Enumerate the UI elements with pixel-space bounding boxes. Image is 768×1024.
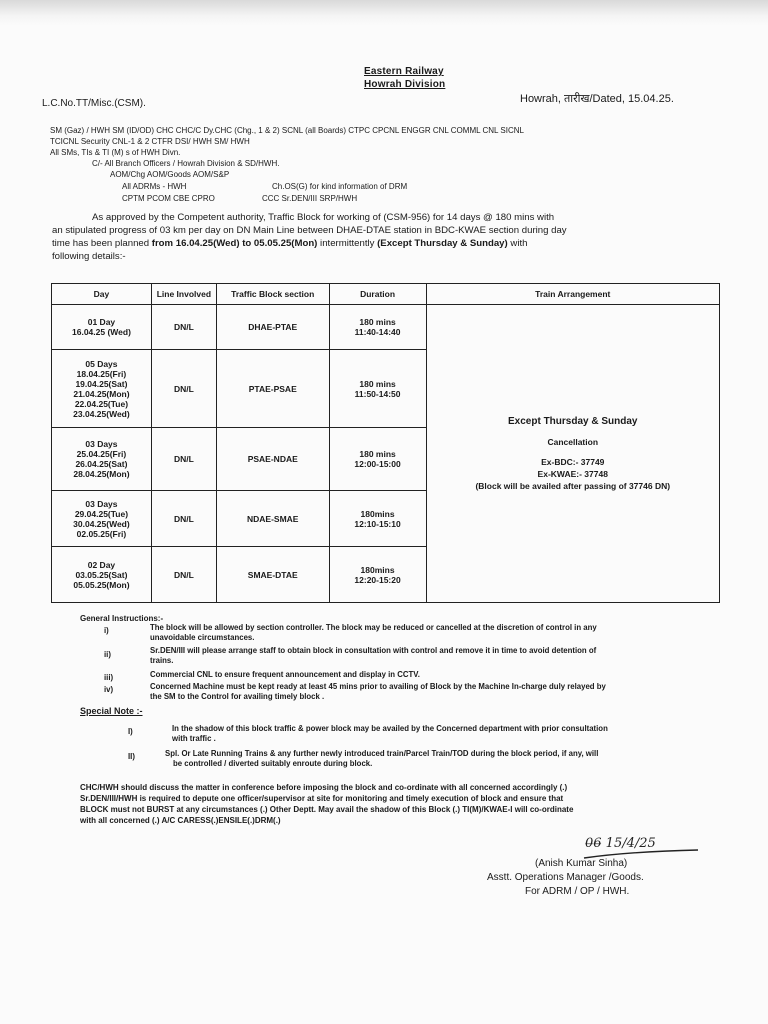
section-cell: PSAE-NDAE <box>216 428 329 491</box>
day-date: 03.05.25(Sat) <box>75 569 128 580</box>
day-date: 26.04.25(Sat) <box>75 459 128 469</box>
instruction-text <box>150 623 597 643</box>
line-cell: DN/L <box>151 491 216 547</box>
instruction-line: Commercial CNL to ensure frequent announcement and display in CCTV. <box>150 670 420 679</box>
intro-text: with <box>507 238 528 249</box>
closing-line: Sr.DEN/III/HWH is required to depute one officer/supervisor at site for monitoring and timely execution of block and ensure that <box>80 794 564 803</box>
special-note-line: Spl. Or Late Running Trains & any further newly introduced train/Parcel Train/TOD during the block period, if any, will <box>165 749 599 758</box>
line-cell: DN/L <box>151 428 216 491</box>
closing-line: with all concerned (.) A/C CARESS(.)ENSILE(.)DRM(.) <box>80 816 281 825</box>
day-date: 25.04.25(Fri) <box>76 449 127 459</box>
day-date: 02.05.25(Fri) <box>76 528 127 539</box>
duration-cell <box>329 491 426 547</box>
traffic-block-table <box>51 283 720 603</box>
intro-exception: (Except Thursday & Sunday) <box>377 238 508 249</box>
day-cell <box>52 547 152 603</box>
day-count: 01 Day <box>87 317 116 327</box>
train-arrangement-cell <box>426 305 720 603</box>
distribution-line: CCC Sr.DEN/III SRP/HWH <box>262 194 358 203</box>
day-count: 03 Days <box>85 498 118 509</box>
day-date: 21.04.25(Mon) <box>73 388 130 399</box>
instruction-line: trains. <box>150 656 174 665</box>
instruction-text <box>150 646 596 666</box>
header-duration: Duration <box>329 284 426 305</box>
header-section: Traffic Block section <box>216 284 329 305</box>
distribution-line: AOM/Chg AOM/Goods AOM/S&P <box>110 170 230 179</box>
duration-time: 12:10-15:10 <box>354 518 401 529</box>
item-number: I) <box>128 727 133 736</box>
distribution-line: C/- All Branch Officers / Howrah Division & SD/HWH. <box>92 159 280 168</box>
day-count: 02 Day <box>87 559 116 570</box>
day-date: 28.04.25(Mon) <box>73 469 130 479</box>
arrangement-train: Ex-KWAE:- 37748 <box>537 468 608 479</box>
distribution-line: TCICNL Security CNL-1 & 2 CTFR DSI/ HWH SM/ HWH <box>50 137 250 146</box>
instruction-line: The block will be allowed by section controller. The block may be reduced or cancelled at the discretion of control in any <box>150 623 597 632</box>
signatory-name: (Anish Kumar Sinha) <box>535 858 628 869</box>
intro-line <box>52 238 527 249</box>
item-number: II) <box>128 752 135 761</box>
intro-line: an stipulated progress of 03 km per day on DN Main Line between DHAE-DTAE station in BDC-KWAE section during day <box>52 225 567 236</box>
arrangement-train: Ex-BDC:- 37749 <box>541 456 605 467</box>
section-cell: NDAE-SMAE <box>216 491 329 547</box>
special-note-line: In the shadow of this block traffic & power block may be availed by the Concerned department with prior consultation <box>172 724 608 733</box>
duration-cell <box>329 305 426 350</box>
special-note-line: be controlled / diverted suitably enroute during block. <box>173 759 373 768</box>
closing-line: BLOCK must not BURST at any circumstances (.) Other Deptt. May avail the shadow of this Block (.) TI(M)/KWAE-I will co-ordinate <box>80 805 574 814</box>
table-row <box>52 305 720 350</box>
day-cell <box>52 350 152 428</box>
duration-time: 12:20-15:20 <box>354 574 401 585</box>
duration-time: 12:00-15:00 <box>354 459 401 469</box>
day-date: 23.04.25(Wed) <box>73 408 130 419</box>
duration-mins: 180 mins <box>359 378 396 389</box>
distribution-line: All SMs, TIs & TI (M) s of HWH Divn. <box>50 148 181 157</box>
arrangement-title: Except Thursday & Sunday <box>508 415 638 427</box>
duration-mins: 180mins <box>360 564 395 575</box>
distribution-line: All ADRMs - HWH <box>122 182 187 191</box>
header-day: Day <box>52 284 152 305</box>
day-date: 29.04.25(Tue) <box>74 508 129 519</box>
general-instructions-title: General Instructions:- <box>80 614 164 623</box>
distribution-line: SM (Gaz) / HWH SM (ID/OD) CHC CHC/C Dy.CHC (Chg., 1 & 2) SCNL (all Boards) CTPC CPCNL ENGGR CNL COMML CNL SICNL <box>50 126 524 135</box>
item-number: iii) <box>104 673 114 682</box>
intro-line: As approved by the Competent authority, Traffic Block for working of (CSM-956) for 14 days @ 180 mins with <box>92 212 555 223</box>
arrangement-cancellation: Cancellation <box>547 436 599 447</box>
item-number: iv) <box>104 685 114 694</box>
instruction-text <box>150 670 420 680</box>
closing-line: CHC/HWH should discuss the matter in conference before imposing the block and co-ordinate with all concerned accordingly (.) <box>80 783 568 792</box>
day-date: 22.04.25(Tue) <box>74 398 129 409</box>
section-cell: PTAE-PSAE <box>216 350 329 428</box>
day-count: 05 Days <box>85 358 118 369</box>
place-date: Howrah, तारीख/Dated, 15.04.25. <box>520 93 674 105</box>
line-cell: DN/L <box>151 350 216 428</box>
line-cell: DN/L <box>151 547 216 603</box>
duration-time: 11:50-14:50 <box>354 388 401 399</box>
duration-time: 11:40-14:40 <box>354 327 401 337</box>
day-count: 03 Days <box>85 439 118 449</box>
duration-mins: 180 mins <box>359 317 396 327</box>
header-arrangement: Train Arrangement <box>426 284 720 305</box>
instruction-line: Sr.DEN/III will please arrange staff to obtain block in consultation with control and remove it in time to avoid detention of <box>150 646 597 655</box>
section-cell: SMAE-DTAE <box>216 547 329 603</box>
duration-cell <box>329 350 426 428</box>
item-number: i) <box>104 626 109 635</box>
section-cell: DHAE-PTAE <box>216 305 329 350</box>
distribution-line: Ch.OS(G) for kind information of DRM <box>272 182 408 191</box>
duration-mins: 180mins <box>360 508 395 519</box>
intro-date-range: from 16.04.25(Wed) to 05.05.25(Mon) <box>151 238 318 249</box>
special-note-line: with traffic . <box>172 734 216 743</box>
signatory-for: For ADRM / OP / HWH. <box>525 886 630 897</box>
table-header-row <box>52 284 720 305</box>
day-date: 30.04.25(Wed) <box>73 518 130 529</box>
arrangement-note: (Block will be availed after passing of 37746 DN) <box>475 480 671 491</box>
intro-text: intermittently <box>317 238 378 249</box>
day-cell <box>52 491 152 547</box>
day-date: 05.05.25(Mon) <box>73 579 130 590</box>
duration-cell <box>329 428 426 491</box>
office-title: Eastern Railway <box>364 66 444 77</box>
day-cell <box>52 428 152 491</box>
day-cell <box>52 305 152 350</box>
intro-line: following details:- <box>52 251 126 262</box>
day-date: 19.04.25(Sat) <box>75 378 128 389</box>
item-number: ii) <box>104 650 111 659</box>
special-note-text <box>165 749 598 769</box>
letter-number: L.C.No.TT/Misc.(CSM). <box>42 98 146 109</box>
special-note-title: Special Note :- <box>80 706 143 716</box>
duration-cell <box>329 547 426 603</box>
day-date: 18.04.25(Fri) <box>76 368 127 379</box>
special-note-text <box>172 724 608 744</box>
duration-mins: 180 mins <box>359 449 396 459</box>
header-line: Line Involved <box>151 284 216 305</box>
handwritten-signature: 0̶6̶ 15/4/25 <box>585 836 656 851</box>
distribution-line: CPTM PCOM CBE CPRO <box>122 194 215 203</box>
intro-text: time has been planned <box>52 238 152 249</box>
line-cell: DN/L <box>151 305 216 350</box>
instruction-line: the SM to the Control for availing timely block . <box>150 692 325 701</box>
instruction-text <box>150 682 606 702</box>
office-division: Howrah Division <box>364 79 446 90</box>
instruction-line: unavoidable circumstances. <box>150 633 255 642</box>
instruction-line: Concerned Machine must be kept ready at least 45 mins prior to availing of Block by the Machine In-charge duly relayed by <box>150 682 606 691</box>
day-date: 16.04.25 (Wed) <box>72 327 131 337</box>
signatory-designation: Asstt. Operations Manager /Goods. <box>487 872 644 883</box>
scan-edge <box>0 0 768 26</box>
